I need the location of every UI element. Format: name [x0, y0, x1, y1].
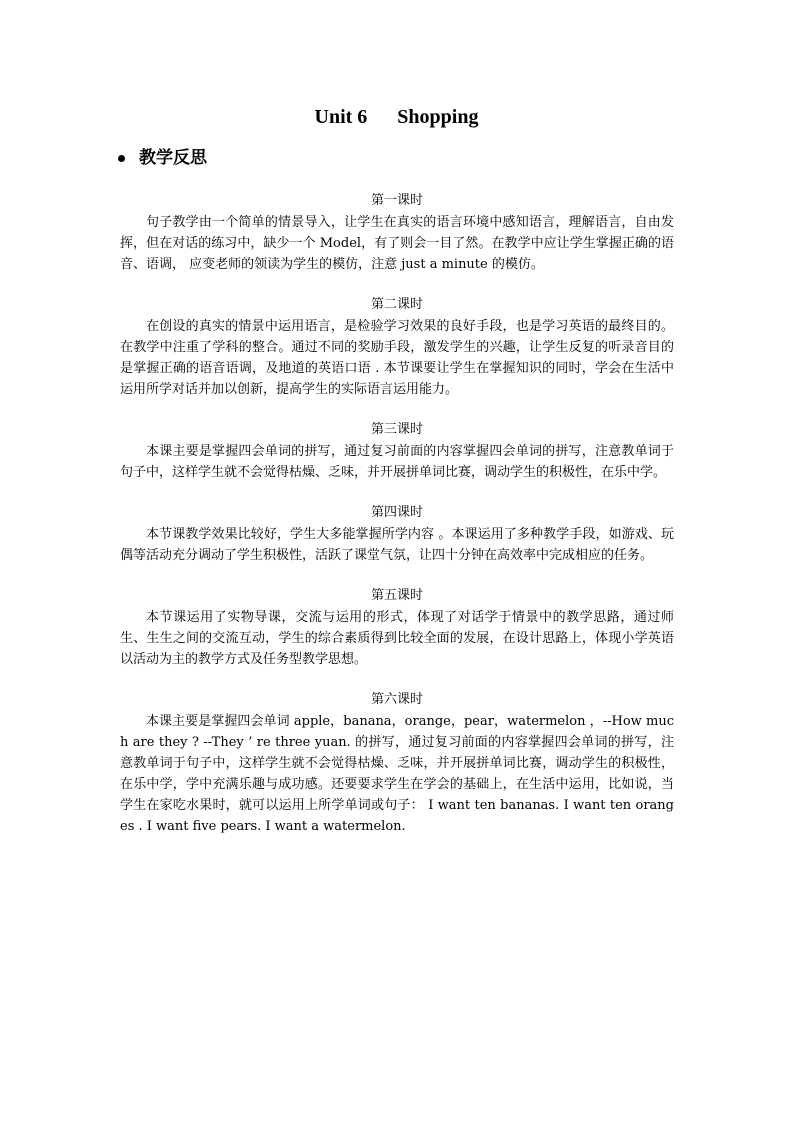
lesson-title: 第六课时 — [370, 692, 423, 707]
lesson-4 — [120, 504, 674, 566]
lesson-2 — [120, 296, 674, 400]
lesson-5 — [120, 587, 674, 670]
lesson-body: 本节课运用了实物导课，交流与运用的形式，体现了对话学于情景中的教学思路，通过师生、生生之间的交流互动，学生的综合素质得到比较全面的发展，在设计思路上，体现小学英语以活动为主的教学方式及任务型教学思想。 — [120, 610, 674, 667]
lesson-title: 第四课时 — [370, 505, 423, 520]
bullet-icon — [118, 155, 125, 162]
lesson-title: 第一课时 — [370, 193, 423, 208]
lesson-1 — [120, 192, 674, 275]
lesson-6 — [120, 691, 674, 837]
lesson-title: 第二课时 — [370, 297, 423, 312]
lesson-body: 本课主要是掌握四会单词的拼写，通过复习前面的内容掌握四会单词的拼写，注意教单词于句子中，这样学生就不会觉得枯燥、乏味，并开展拼单词比赛，调动学生的积极性，在乐中学。 — [120, 444, 674, 480]
lesson-body: 在创设的真实的情景中运用语言，是检验学习效果的良好手段，也是学习英语的最终目的。在教学中注重了学科的整合。通过不同的奖励手段，激发学生的兴趣，让学生反复的听录音目的是掌握正确的语音语调，及地道的英语口语 . 本节课要让学生在掌握知识的同时，学会在生活中运用所学对话并加以创新，提高学生的实际语言运用能力。 — [120, 319, 674, 397]
lesson-title: 第三课时 — [370, 422, 423, 437]
lesson-body: 本节课教学效果比较好，学生大多能掌握所学内容 。本课运用了多种教学手段，如游戏、玩偶等活动充分调动了学生积极性，活跃了课堂气氛，让四十分钟在高效率中完成相应的任务。 — [120, 527, 674, 563]
lesson-list — [120, 192, 674, 858]
lesson-body: 本课主要是掌握四会单词 apple，banana，orange，pear，watermelon ，--How much are they ? --They ’ re three yuan. 的拼写，通过复习前面的内容掌握四会单词的拼写，注意教单词于句子中，这样学生就不会觉得枯燥、乏味，并开展拼单词比赛，调动学生的积极性，在乐中学，学中充满乐趣与成功感。还要要求学生在学会的基础上，在生活中运用，比如说，当学生在家吃水果时，就可以运用上所学单词或句子： I want ten bananas. I want ten oranges . I want five pears. I want a watermelon. — [120, 714, 674, 834]
lesson-3 — [120, 421, 674, 483]
lesson-title: 第五课时 — [370, 588, 423, 603]
document-title: Unit 6 Shopping — [314, 106, 479, 128]
lesson-body: 句子教学由一个简单的情景导入，让学生在真实的语言环境中感知语言，理解语言，自由发挥，但在对话的练习中，缺少一个 Model，有了则会一目了然。在教学中应让学生掌握正确的语音、语调， 应变老师的领读为学生的模仿，注意 just a minute 的模仿。 — [120, 215, 674, 272]
section-heading — [118, 146, 207, 170]
section-heading-text: 教学反思 — [139, 148, 207, 168]
